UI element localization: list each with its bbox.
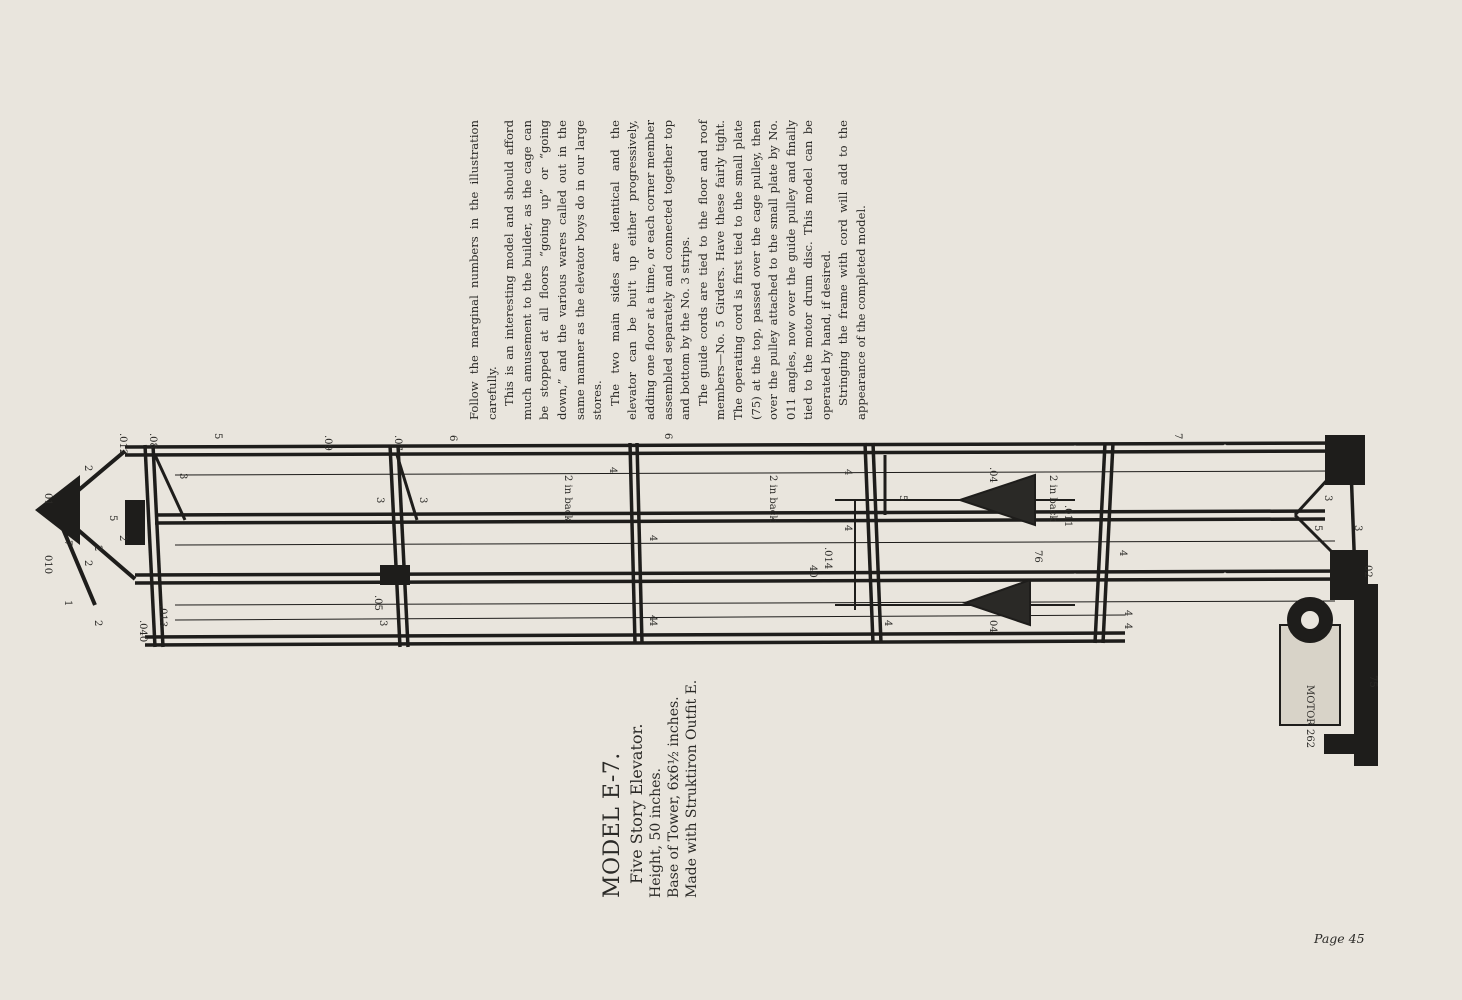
part-label: 2 <box>82 465 93 472</box>
part-label: MOTOR 262 <box>1304 685 1315 749</box>
part-label: 75 <box>1367 675 1378 688</box>
part-label: 3 <box>374 497 385 504</box>
part-label: 2 in back <box>1047 475 1058 522</box>
part-label: .09 <box>322 435 333 451</box>
part-label: 2 <box>92 545 103 552</box>
part-label: 4 <box>647 615 658 622</box>
part-label: 2 <box>92 620 103 627</box>
model-height: Height, 50 inches. <box>648 767 664 898</box>
part-label: .012 <box>117 433 128 456</box>
part-label: 1 <box>62 600 73 607</box>
part-label: 76 <box>1032 550 1043 563</box>
part-label: 2 <box>117 535 128 542</box>
part-label: 5 <box>107 515 118 522</box>
part-label: 4 <box>842 525 853 532</box>
instruction-paragraph: The guide cords are tied to the floor and roof members—No. 5 Girders. Have these fairly tight. The operating cord is first tied to the small plate (75) at the top, passed over the cage pulley, then over the pulley attached to the small plate by No. 011 angles, now over the guide pulley and finally tied to the motor drum disc. This model can be operated by hand, if desired. <box>695 120 833 420</box>
part-label: 4 <box>1122 610 1133 617</box>
model-base: Base of Tower, 6x6½ inches. <box>666 696 682 898</box>
part-label: 4 <box>607 467 618 474</box>
part-label: .014 <box>822 547 833 570</box>
part-label: .04 <box>987 467 998 483</box>
part-label: .011 <box>1062 505 1073 528</box>
part-label: 7 <box>62 540 73 547</box>
part-label: 3 <box>1322 495 1333 502</box>
part-label: 010 <box>42 555 53 575</box>
part-label: 5 <box>212 433 223 440</box>
instruction-paragraph: Follow the marginal numbers in the illustration carefully. <box>467 120 499 420</box>
part-label: 4 <box>1117 550 1128 557</box>
instruction-paragraph: This is an interesting model and should afford much amusement to the builder, as the cage can be stopped at all floors “going up” or “going down,” and the various wares called out in the same manner as the elevator boys do in our large stores. <box>502 120 605 420</box>
part-label: 6 <box>662 433 673 440</box>
part-label: 4 <box>1122 623 1133 630</box>
part-label: .013 <box>157 605 168 628</box>
part-label: .05 <box>372 595 383 611</box>
instruction-paragraph: The two main sides are identical and the elevator can be bui't up either progressively, adding one floor at a time, or each corner member assembled separately and connected together top and bottom by the No. 3 strips. <box>607 120 693 420</box>
part-label: 3 <box>377 620 388 627</box>
part-label: 5 <box>897 495 908 502</box>
part-label: 04 <box>987 620 998 633</box>
part-label: 02 <box>1362 565 1373 578</box>
part-label: 4 <box>842 469 853 476</box>
part-label: 4 <box>647 535 658 542</box>
part-label: 4 <box>882 620 893 627</box>
part-label: 2 in back <box>767 475 778 522</box>
part-label: 2 in back <box>562 475 573 522</box>
part-label: .040 <box>137 620 148 643</box>
part-label: 3 <box>177 473 188 480</box>
part-label: 01 <box>42 493 53 506</box>
part-label: 4 <box>647 620 658 627</box>
model-outfit: Made with Struktiron Outfit E. <box>684 679 700 898</box>
part-label: 40 <box>807 565 818 578</box>
instructions-column <box>466 60 1426 470</box>
part-label: 3 <box>1352 525 1363 532</box>
part-label: 7 <box>1172 433 1183 440</box>
part-label: 5 <box>1312 525 1323 532</box>
instruction-paragraph: Stringing the frame with cord will add to the appearance of the completed model. <box>836 120 869 420</box>
part-label: 2 <box>82 560 93 567</box>
part-label: 3 <box>417 497 428 504</box>
page-number: Page 45 <box>1314 931 1365 946</box>
model-title: MODEL E-7. <box>600 752 625 898</box>
part-label: .07 <box>392 435 403 451</box>
model-subtitle: Five Story Elevator. <box>627 723 646 884</box>
part-label: 6 <box>447 435 458 442</box>
part-label: .08 <box>147 433 158 449</box>
